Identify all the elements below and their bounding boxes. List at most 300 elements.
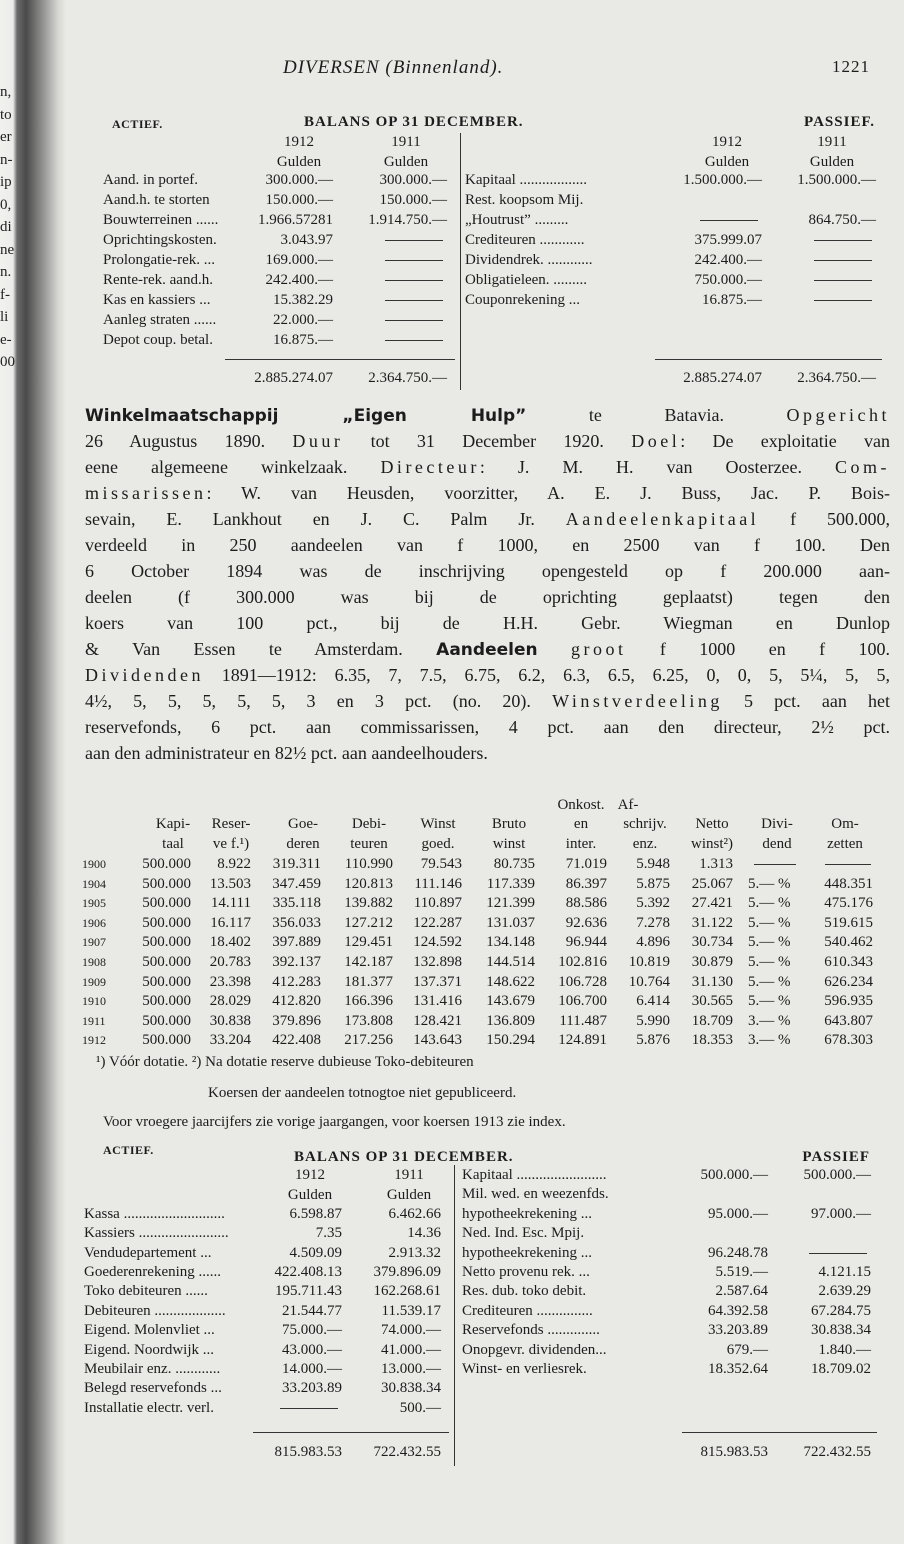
results-year: 1900 [82,857,106,871]
description-line [85,740,890,766]
actief-value-v1912: 75.000.— [282,1322,342,1339]
results-cell: 500.000 [142,973,191,990]
results-cell: 500.000 [142,934,191,951]
results-cell: 14.111 [210,895,251,912]
empty-value-dash [754,864,796,865]
results-cell: 500.000 [142,856,191,872]
results-year: 1906 [82,915,106,930]
passief-value-v1911: 500.000.— [803,1167,871,1183]
margin-fragment: di [0,219,12,235]
description-text: deelen (f 300.000 was bij de oprichting geplaatst) tegen den [85,587,890,607]
results-cell: 31.122 [691,914,733,931]
column-divider [454,1165,455,1466]
results-cell: 166.396 [344,993,393,1010]
total-rule [225,359,455,360]
actief-row-label: Kassiers ........................ [84,1225,229,1242]
results-cell: 88.586 [565,895,607,912]
margin-fragment: 0, [0,196,12,213]
results-cell: 217.256 [344,1032,393,1049]
results-column-header: Om- [831,816,859,832]
actief-row-label: Bouwterreinen ...... [103,212,219,228]
results-cell: 129.451 [344,934,393,951]
balance-title: BALANS OP 31 DECEMBER. [294,1149,514,1165]
results-dividend: 5.— % [748,875,791,892]
year-header: 1911 [391,134,421,150]
results-cell: 1.313 [699,856,733,872]
empty-value-dash [814,300,872,301]
passief-total-1912: 815.983.53 [700,1444,768,1460]
results-cell: 137.371 [413,973,462,990]
spaced-keyword: Doel [631,431,681,451]
results-column-header: Bruto [491,816,527,832]
results-cell: 28.029 [209,993,251,1010]
results-cell: 392.137 [272,954,321,970]
description-line [85,610,890,636]
results-cell: 6.414 [636,993,670,1010]
vroegere-note: Voor vroegere jaarcijfers zie vorige jaargangen, voor koersen 1913 zie index. [103,1114,566,1130]
margin-fragment: n, [0,84,12,100]
results-cell: 475.176 [824,895,873,912]
year-header: 1912 [284,134,314,150]
description-text [538,639,571,659]
empty-value-dash [385,280,443,281]
results-cell: 448.351 [824,875,873,892]
results-cell: 18.402 [209,934,251,951]
description-text: : W. van Heusden, voorzitter, A. E. J. Buss, Jac. P. Bois- [206,483,890,503]
actief-row-label: Vendudepartement ... [84,1244,212,1261]
results-column-header: zetten [827,836,863,852]
description-line [85,584,890,610]
results-cell: 500.000 [142,914,191,931]
passief-total-1911: 2.364.750.— [797,370,876,386]
results-cell: 422.408 [272,1032,321,1049]
results-column-header: Af- [617,797,639,813]
passief-row-label: Res. dub. toko debit. [462,1283,587,1300]
empty-value-dash [814,260,872,261]
results-cell: 10.819 [628,954,670,970]
year-header: 1911 [817,134,847,150]
results-column-header: ve f.¹) [212,836,250,852]
results-cell: 173.808 [344,1012,393,1029]
passief-row-label: Onopgevr. dividenden... [462,1341,607,1358]
results-cell: 500.000 [142,1032,191,1049]
results-cell: 30.565 [691,993,733,1010]
passief-row-label: Obligatieleen. ......... [465,272,588,288]
actief-value-v1912: 14.000.— [282,1361,342,1377]
results-cell: 5.876 [636,1032,670,1049]
results-year: 1907 [82,935,106,950]
passief-value-v1912: 95.000.— [708,1205,768,1222]
passief-total-1911: 722.432.55 [803,1444,871,1460]
passief-value-v1911: 4.121.15 [818,1264,871,1280]
actief-value-v1912: 195.711.43 [275,1283,342,1300]
results-cell: 110.990 [344,856,393,872]
results-cell: 5.990 [636,1012,670,1029]
results-column-header: goed. [421,836,455,852]
actief-value-v1911: 74.000.— [381,1322,441,1339]
results-cell: 33.204 [209,1032,251,1049]
actief-row-label: Kassa ........................... [84,1205,225,1222]
results-cell: 120.813 [344,875,393,892]
spaced-keyword: Aandeelenkapitaal [565,509,760,529]
results-column-header: Reser- [211,816,251,832]
results-cell: 25.067 [691,875,733,892]
results-cell: 319.311 [272,856,321,872]
results-dividend: 5.— % [748,895,791,912]
empty-value-dash [385,300,443,301]
results-cell: 132.898 [413,954,462,970]
results-cell: 106.700 [558,993,607,1010]
results-footnote: ¹) Vóór dotatie. ²) Na dotatie reserve dubieuse Toko-debiteuren [96,1054,474,1070]
description-text: : De exploitatie van [680,431,891,451]
actief-value-v1911: 150.000.— [379,192,447,208]
results-column-header: schrijv. [623,816,667,832]
passief-row-label: hypotheekrekening ... [462,1205,592,1222]
passief-value-v1912: 2.587.64 [715,1283,768,1300]
results-cell: 500.000 [142,1012,191,1029]
results-cell: 144.514 [486,954,535,970]
results-cell: 96.944 [565,934,607,951]
passief-value-v1911: 864.750.— [808,212,876,228]
actief-value-v1911: 379.896.09 [373,1264,441,1280]
results-cell: 5.948 [636,856,670,872]
actief-value-v1912: 21.544.77 [282,1302,342,1319]
results-year: 1912 [82,1033,106,1048]
running-header-title: DIVERSEN (Binnenland). [283,57,504,78]
actief-row-label: Kas en kassiers ... [103,292,211,308]
results-cell: 5.392 [636,895,670,912]
actief-value-v1911: 2.913.32 [388,1244,441,1261]
results-dividend: 3.— % [748,1032,791,1049]
results-cell: 335.118 [272,895,321,912]
margin-fragment: ip [0,174,12,190]
results-column-header: dend [762,836,792,852]
description-line [85,454,890,480]
results-cell: 16.117 [210,914,251,931]
actief-value-v1912: 422.408.13 [274,1264,342,1280]
actief-row-label: Belegd reservefonds ... [84,1380,222,1397]
results-cell: 111.487 [559,1012,607,1029]
company-description [85,402,890,766]
empty-value-dash [825,864,871,865]
passief-value-v1912: 96.248.78 [708,1244,768,1261]
passief-value-v1912: 500.000.— [700,1167,768,1183]
actief-row-label: Eigend. Noordwijk ... [84,1341,214,1358]
total-rule [682,1432,877,1433]
passief-value-v1912: 5.519.— [715,1264,768,1280]
results-cell: 519.615 [824,914,873,931]
results-year: 1908 [82,955,106,969]
results-cell: 131.037 [486,914,535,931]
actief-total-1912: 2.885.274.07 [254,370,333,386]
actief-value-v1912: 6.598.87 [289,1205,342,1222]
page-number: 1221 [832,57,870,76]
currency-header: Gulden [704,154,750,170]
actief-value-v1911: 11.539.17 [381,1302,441,1319]
description-text: tot 31 December 1920. [343,431,632,451]
results-column-header: Debi- [351,816,387,832]
results-cell: 131.416 [413,993,462,1010]
passief-total-1912: 2.885.274.07 [683,370,762,386]
results-dividend: 5.— % [748,914,791,931]
results-cell: 121.399 [486,895,535,912]
koersen-note: Koersen der aandeelen totnogtoe niet gepubliceerd. [208,1085,517,1101]
results-column-header: teuren [350,836,388,852]
passief-value-v1912: 18.352.64 [708,1361,768,1377]
year-header: 1912 [295,1167,325,1183]
description-line [85,428,890,454]
actief-value-v1912: 242.400.— [265,272,333,288]
actief-value-v1912: 22.000.— [273,312,333,328]
spaced-keyword: Directeur [380,457,480,477]
currency-header: Gulden [383,154,429,170]
results-cell: 596.935 [824,993,873,1010]
results-column-header: Netto [695,816,729,832]
description-text: 6 October 1894 was de inschrijving opengesteld op f 200.000 aan- [85,561,890,581]
description-text: 26 Augustus 1890. [85,431,293,451]
results-cell: 5.875 [636,875,670,892]
actief-row-label: Oprichtingskosten. [103,232,217,248]
spaced-keyword: groot [571,639,627,659]
results-cell: 124.592 [413,934,462,951]
actief-value-v1911: 6.462.66 [388,1205,441,1222]
actief-row-label: Aand. in portef. [103,172,198,188]
results-column-header: enz. [632,836,658,852]
actief-label: ACTIEF. [112,117,163,131]
actief-row-label: Debiteuren ................... [84,1302,226,1319]
results-cell: 7.278 [636,914,670,931]
results-cell: 13.503 [209,875,251,892]
actief-row-label: Aand.h. te storten [103,192,210,208]
passief-row-label: Rest. koopsom Mij. [465,192,584,208]
passief-row-label: Reservefonds .............. [462,1322,600,1339]
description-text: f 1000 en f 100. [626,639,891,659]
description-line [85,506,890,532]
actief-row-label: Aanleg straten ...... [103,312,217,328]
results-cell: 71.019 [565,856,607,872]
results-cell: 8.922 [217,856,251,872]
results-cell: 127.212 [344,914,393,931]
empty-value-dash [814,280,872,281]
description-text: 4½, 5, 5, 5, 5, 5, 3 en 3 pct. (no. 20). [85,691,553,711]
passief-value-v1912: 375.999.07 [694,232,762,248]
actief-row-label: Installatie electr. verl. [84,1399,214,1416]
actief-value-v1912: 7.35 [315,1225,342,1242]
results-cell: 142.187 [344,954,393,970]
results-cell: 30.734 [691,934,733,951]
margin-fragment: er [0,129,12,145]
passief-value-v1911: 2.639.29 [818,1283,871,1300]
passief-value-v1911: 18.709.02 [811,1361,871,1377]
actief-value-v1911: 41.000.— [381,1341,441,1358]
actief-value-v1912: 4.509.09 [289,1244,342,1261]
passief-row-label: hypotheekrekening ... [462,1244,592,1261]
results-cell: 80.735 [493,856,535,872]
passief-row-label: Ned. Ind. Esc. Mpij. [462,1225,585,1242]
actief-row-label: Rente-rek. aand.h. [103,272,213,288]
results-cell: 122.287 [413,914,462,931]
description-text: koers van 100 pct., bij de H.H. Gebr. Wiegman en Dunlop [85,613,890,633]
total-rule [253,1432,449,1433]
passief-row-label: Kapitaal .................. [465,172,588,188]
margin-fragment: e- [0,331,12,348]
passief-value-v1912: 242.400.— [694,252,762,268]
description-text: f 500.000, [759,509,890,529]
results-cell: 10.764 [628,973,670,990]
results-cell: 106.728 [558,973,607,990]
actief-total-1911: 722.432.55 [373,1444,441,1460]
results-dividend: 3.— % [748,1012,791,1029]
results-cell: 148.622 [486,973,535,990]
results-cell: 139.882 [344,895,393,912]
results-column-header: winst²) [691,836,733,852]
passief-row-label: Dividendrek. ............ [465,252,593,268]
results-cell: 626.234 [824,973,873,990]
results-year: 1911 [82,1013,106,1028]
description-text: & Van Essen te Amsterdam. [85,639,437,659]
actief-value-v1912: 300.000.— [265,172,333,188]
spaced-keyword: missarissen [85,483,207,503]
results-column-header: Divi- [761,816,793,832]
description-line [85,714,890,740]
passief-value-v1912: 679.— [726,1341,768,1358]
margin-fragment: n. [0,264,12,280]
results-year: 1910 [82,994,106,1009]
passief-value-v1912: 64.392.58 [708,1302,768,1319]
year-header: 1911 [394,1167,424,1183]
actief-label: ACTIEF. [103,1143,154,1157]
empty-value-dash [280,1408,338,1409]
actief-row-label: Toko debiteuren ...... [84,1283,208,1300]
description-text: 5 pct. aan het [722,691,890,711]
results-cell: 31.130 [691,973,733,990]
actief-value-v1912: 3.043.97 [280,232,333,248]
passief-value-v1911: 1.840.— [818,1341,871,1358]
spaced-keyword: Winstverdeeling [552,691,723,711]
results-cell: 356.033 [272,914,321,931]
empty-value-dash [809,1253,867,1254]
margin-fragment: ne [0,241,15,258]
currency-header: Gulden [386,1187,432,1203]
results-cell: 500.000 [142,875,191,892]
results-column-header: taal [162,836,184,852]
description-line [85,662,890,688]
margin-fragment: n- [0,151,13,168]
actief-value-v1911: 30.838.34 [381,1380,441,1397]
actief-value-v1912: 150.000.— [265,192,333,208]
description-text: aan den administrateur en 82½ pct. aan aandeelhouders. [85,743,488,763]
empty-value-dash [385,340,443,341]
results-dividend: 5.— % [748,954,791,970]
results-cell: 500.000 [142,895,191,912]
results-year: 1909 [82,974,106,989]
results-cell: 18.353 [691,1032,733,1049]
actief-value-v1911: 13.000.— [381,1361,441,1377]
results-cell: 181.377 [344,973,393,990]
margin-fragment: to [0,106,12,123]
actief-value-v1912: 169.000.— [265,252,333,268]
results-cell: 79.543 [420,856,462,872]
actief-row-label: Eigend. Molenvliet ... [84,1322,215,1339]
description-text: sevain, E. Lankhout en J. C. Palm Jr. [85,509,566,529]
passief-row-label: Winst- en verliesrek. [462,1361,587,1377]
actief-row-label: Depot coup. betal. [103,332,213,348]
actief-value-v1912: 15.382.29 [273,292,333,308]
passief-value-v1912: 16.875.— [702,292,762,308]
results-cell: 117.339 [486,875,535,892]
balance-title: BALANS OP 31 DECEMBER. [304,114,524,130]
results-year: 1904 [82,876,106,891]
passief-row-label: Mil. wed. en weezenfds. [462,1186,609,1203]
passief-value-v1912: 750.000.— [694,272,762,288]
description-text: verdeeld in 250 aandeelen van f 1000, en 2500 van f 100. Den [85,535,890,555]
results-cell: 128.421 [413,1012,462,1029]
results-cell: 540.462 [824,934,873,951]
margin-fragment: f- [0,286,10,303]
bold-heading-text: Winkelmaatschappij „Eigen Hulp” [85,406,527,426]
passief-row-label: Crediteuren ............... [462,1302,593,1319]
results-cell: 136.809 [486,1012,535,1029]
actief-value-v1911: 500.— [399,1399,441,1416]
results-cell: 678.303 [824,1032,873,1049]
passief-value-v1911: 30.838.34 [811,1322,871,1339]
results-column-header: inter. [565,836,597,852]
description-text: 1891—1912: 6.35, 7, 7.5, 6.75, 6.2, 6.3, 6.5, 6.25, 0, 0, 5, 5¼, 5, 5, [203,665,890,685]
description-line [85,636,890,662]
currency-header: Gulden [276,154,322,170]
results-cell: 397.889 [272,934,321,951]
description-line [85,688,890,714]
results-column-header: deren [286,836,320,852]
empty-value-dash [385,240,443,241]
actief-value-v1911: 300.000.— [379,172,447,188]
results-year: 1905 [82,896,106,911]
results-cell: 18.709 [691,1012,733,1029]
spaced-keyword: Dividenden [85,665,204,685]
results-cell: 124.891 [558,1032,607,1049]
margin-fragment: 00 [0,354,15,370]
passief-value-v1912: 33.203.89 [708,1322,768,1339]
results-cell: 134.148 [486,934,535,951]
passief-row-label: Crediteuren ............ [465,232,585,248]
passief-row-label: Netto provenu rek. ... [462,1264,590,1280]
results-cell: 111.146 [414,875,462,892]
actief-row-label: Meubilair enz. ............ [84,1361,221,1377]
results-cell: 86.397 [565,875,607,892]
column-divider [460,133,461,390]
results-column-header: Winst [420,816,456,832]
bold-heading-text: Aandeelen [436,640,538,660]
actief-value-v1912: 16.875.— [273,332,333,348]
results-dividend: 5.— % [748,973,791,990]
results-cell: 500.000 [142,954,191,970]
actief-row-label: Prolongatie-rek. ... [103,252,216,268]
passief-row-label: „Houtrust” ......... [465,212,569,228]
results-cell: 110.897 [413,895,462,912]
actief-value-v1912: 43.000.— [282,1341,342,1358]
spaced-keyword: Duur [292,431,344,451]
passief-value-v1911: 97.000.— [811,1205,871,1222]
empty-value-dash [700,220,758,221]
results-cell: 20.783 [209,954,251,970]
passief-label: PASSIEF. [804,114,875,130]
description-line [85,402,890,428]
results-cell: 643.807 [824,1012,873,1029]
results-cell: 27.421 [691,895,733,912]
results-cell: 412.820 [272,993,321,1010]
passief-value-v1912: 1.500.000.— [683,172,762,188]
actief-value-v1912: 33.203.89 [282,1380,342,1397]
